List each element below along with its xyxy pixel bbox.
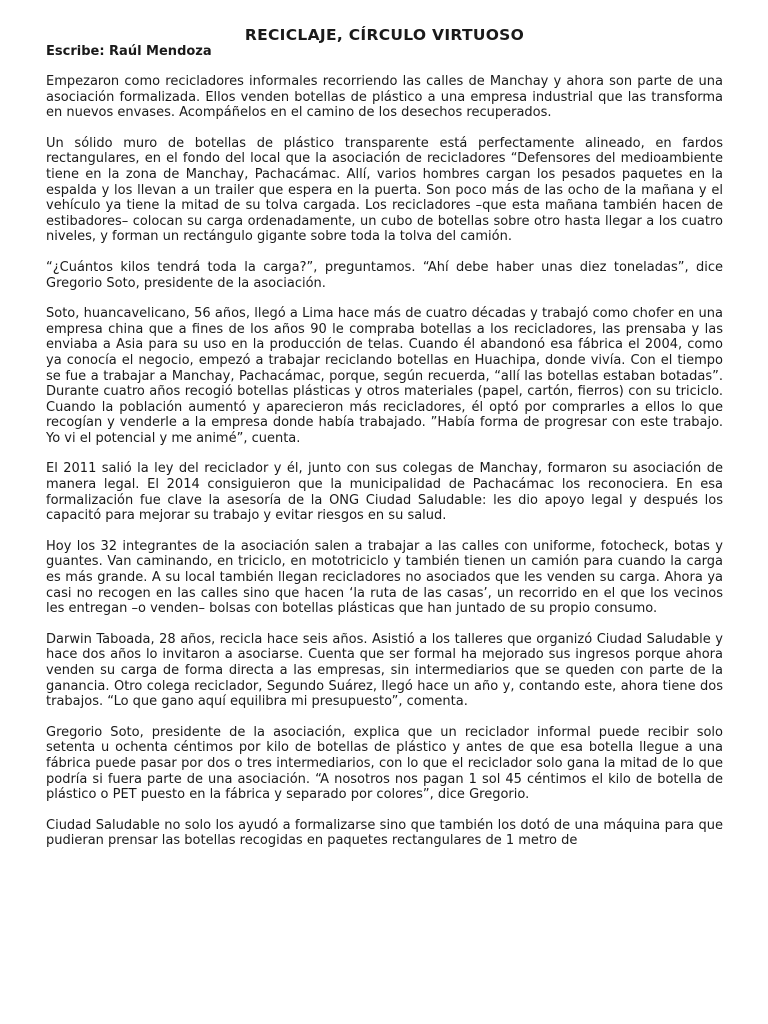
paragraph-8: Gregorio Soto, presidente de la asociación, explica que un reciclador informal puede recibir solo setenta u ochenta céntimos por kilo de botellas de plástico y antes de que esa botella llegue a una fábrica puede pasar por dos o tres intermediarios, con lo que el reciclador solo gana la mitad de lo que podría si fuera parte de una asociación. “A nosotros nos pagan 1 sol 45 céntimos el kilo de botella de plástico o PET puesto en la fábrica y separado por colores”, dice Gregorio. [46, 724, 723, 803]
article-title: RECICLAJE, CÍRCULO VIRTUOSO [244, 26, 525, 44]
paragraph-6: Hoy los 32 integrantes de la asociación salen a trabajar a las calles con uniforme, fotocheck, botas y guantes. Van caminando, en triciclo, en mototriciclo y también tienen un camión para cuando la carga es más grande. A su local también llegan recicladores no asociados que les venden su carga. Ahora ya casi no recogen en las calles sino que hacen ‘la ruta de las casas’, un recorrido en el que los vecinos les entregan –o venden– bolsas con botellas plásticas que han juntado de su propio consumo. [46, 538, 723, 617]
paragraph-1: Empezaron como recicladores informales recorriendo las calles de Manchay y ahora son parte de una asociación formalizada. Ellos venden botellas de plástico a una empresa industrial que las transforma en nuevos envases. Acompáñelos en el camino de los desechos recuperados. [46, 74, 723, 121]
paragraph-4: Soto, huancavelicano, 56 años, llegó a Lima hace más de cuatro décadas y trabajó como chofer en una empresa china que a fines de los años 90 le compraba botellas a los recicladores, las prensaba y las enviaba a Asia para su uso en la producción de telas. Cuando él abandonó esa fábrica el 2004, como ya conocía el negocio, empezó a trabajar reciclando botellas en Huachipa, donde vivía. Con el tiempo se fue a trabajar a Manchay, Pachacámac, porque, según recuerda, “allí las botellas estaban botadas”. Durante cuatro años recogió botellas plásticas y otros materiales (papel, cartón, fierros) con su triciclo. Cuando la población aumentó y aparecieron más recicladores, él optó por comprarles a ellos lo que recogían y venderle a la empresa donde había trabajado. ”Había forma de progresar con este trabajo. Yo vi el potencial y me animé”, cuenta. [46, 306, 723, 446]
paragraph-7: Darwin Taboada, 28 años, recicla hace seis años. Asistió a los talleres que organizó Ciudad Saludable y hace dos años lo invitaron a asociarse. Cuenta que ser formal ha mejorado sus ingresos porque ahora venden su carga de forma directa a las empresas, sin intermediarios que se queden con parte de la ganancia. Otro colega reciclador, Segundo Suárez, llegó hace un año y, contando este, ahora tiene dos trabajos. “Lo que gano aquí equilibra mi presupuesto”, comenta. [46, 631, 723, 710]
paragraph-9: Ciudad Saludable no solo los ayudó a formalizarse sino que también los dotó de una máquina para que pudieran prensar las botellas recogidas en paquetes rectangulares de 1 metro de [46, 817, 723, 849]
paragraph-3: “¿Cuántos kilos tendrá toda la carga?”, preguntamos. “Ahí debe haber unas diez toneladas”, dice Gregorio Soto, presidente de la asociación. [46, 259, 723, 291]
paragraph-2: Un sólido muro de botellas de plástico transparente está perfectamente alineado, en fardos rectangulares, en el fondo del local que la asociación de recicladores “Defensores del medioambiente tiene en la zona de Manchay, Pachacámac. Allí, varios hombres cargan los pesados paquetes en la espalda y los llevan a un trailer que espera en la puerta. Son poco más de las ocho de la mañana y el vehículo ya tiene la mitad de su tolva cargada. Los recicladores –que esta mañana también hacen de estibadores– colocan su carga ordenadamente, un cubo de botellas sobre otro hasta llegar a los cuatro niveles, y forman un rectángulo gigante sobre toda la tolva del camión. [46, 135, 723, 245]
paragraph-5: El 2011 salió la ley del reciclador y él, junto con sus colegas de Manchay, formaron su asociación de manera legal. El 2014 consiguieron que la municipalidad de Pachacámac los reconociera. En esa formalización fue clave la asesoría de la ONG Ciudad Saludable: les dio apoyo legal y después los capacitó para mejorar su trabajo y evitar riesgos en su salud. [46, 461, 723, 524]
document-page [46, 26, 723, 864]
article-byline: Escribe: Raúl Mendoza [46, 44, 212, 59]
